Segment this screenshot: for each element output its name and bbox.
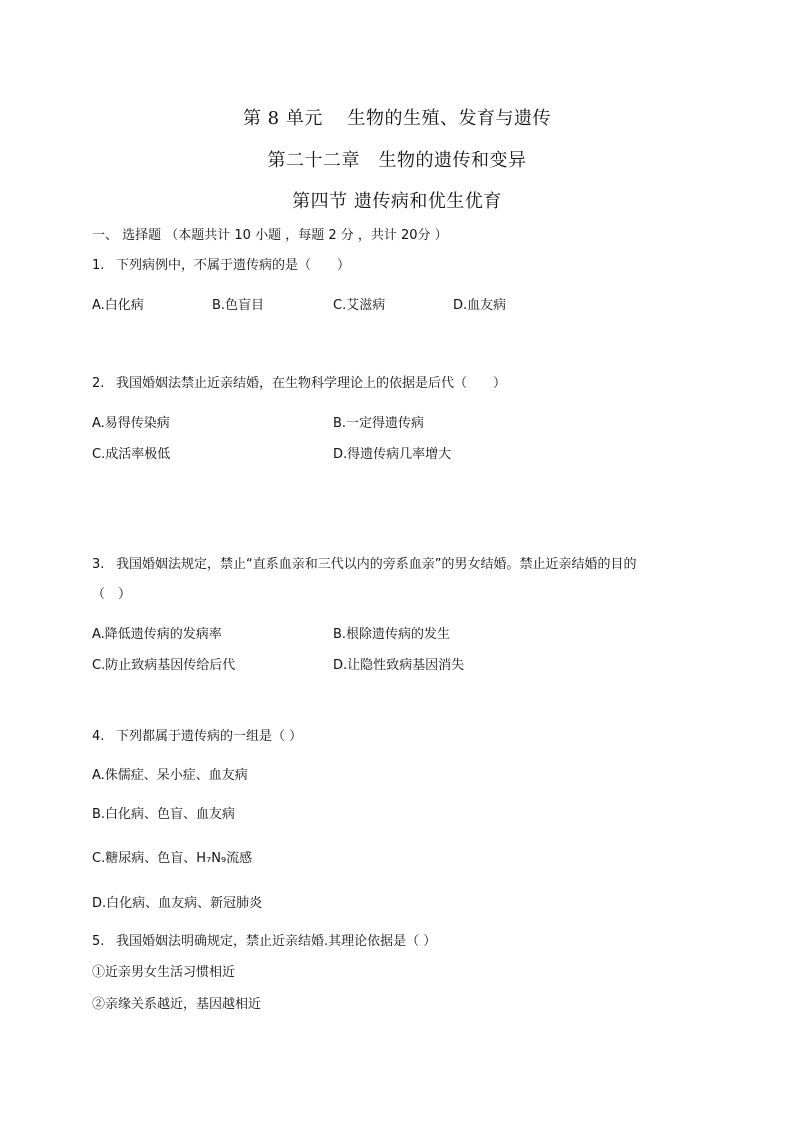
question-3-stem xyxy=(92,556,636,574)
question-number: 4. xyxy=(92,729,105,744)
q4-option-d: D.白化病、血友病、新冠肺炎 xyxy=(92,896,263,911)
q2-option-b: B.一定得遗传病 xyxy=(333,416,425,431)
q4-option-b: B.白化病、色盲、血友病 xyxy=(92,807,236,822)
question-1-stem xyxy=(92,257,350,275)
q5-statement-1: ①近亲男女生活习惯相近 xyxy=(92,965,236,980)
question-text: 我国婚姻法规定，禁止“直系血亲和三代以内的旁系血亲”的男女结婚。禁止近亲结婚的目的 xyxy=(116,557,637,572)
q3-option-b: B.根除遗传病的发生 xyxy=(333,627,451,642)
question-4-stem xyxy=(92,728,302,746)
q2-option-a: A.易得传染病 xyxy=(92,416,170,431)
q2-option-d: D.得遗传病几率增大 xyxy=(333,447,452,462)
question-number: 2. xyxy=(92,376,105,391)
question-number: 1. xyxy=(92,258,105,273)
q3-option-c: C.防止致病基因传给后代 xyxy=(92,658,236,673)
question-5-stem xyxy=(92,933,436,951)
section-title: 第四节 遗传病和优生优育 xyxy=(292,191,502,212)
question-text: 下列病例中，不属于遗传病的是（ ） xyxy=(116,258,351,273)
section-intro: 一、 选择题 （本题共计 10 小题 ，每题 2 分 ，共计 20分 ） xyxy=(92,228,448,243)
q4-option-a: A.侏儒症、呆小症、血友病 xyxy=(92,768,248,783)
question-2-stem xyxy=(92,375,506,393)
q5-statement-2: ②亲缘关系越近，基因越相近 xyxy=(92,997,262,1012)
question-text: 我国婚姻法明确规定，禁止近亲结婚.其理论依据是（ ） xyxy=(116,934,437,949)
chapter-title: 第二十二章 生物的遗传和变异 xyxy=(267,150,527,171)
q2-option-c: C.成活率极低 xyxy=(92,447,171,462)
q1-option-c: C.艾滋病 xyxy=(333,298,386,313)
q1-option-a: A.白化病 xyxy=(92,298,144,313)
q3-option-d: D.让隐性致病基因消失 xyxy=(333,658,465,673)
q1-option-d: D.血友病 xyxy=(453,298,507,313)
question-number: 5. xyxy=(92,934,105,949)
question-3-stem-continued: （ ） xyxy=(92,587,132,602)
question-text: 下列都属于遗传病的一组是（ ） xyxy=(116,729,303,744)
q3-option-a: A.降低遗传病的发病率 xyxy=(92,627,222,642)
question-text: 我国婚姻法禁止近亲结婚，在生物科学理论上的依据是后代（ ） xyxy=(116,376,507,391)
q4-option-c: C.糖尿病、色盲、H₇N₉流感 xyxy=(92,851,253,866)
question-number: 3. xyxy=(92,557,105,572)
unit-title: 第 8 单元 生物的生殖、发育与遗传 xyxy=(242,108,552,129)
q1-option-b: B.色盲目 xyxy=(212,298,265,313)
